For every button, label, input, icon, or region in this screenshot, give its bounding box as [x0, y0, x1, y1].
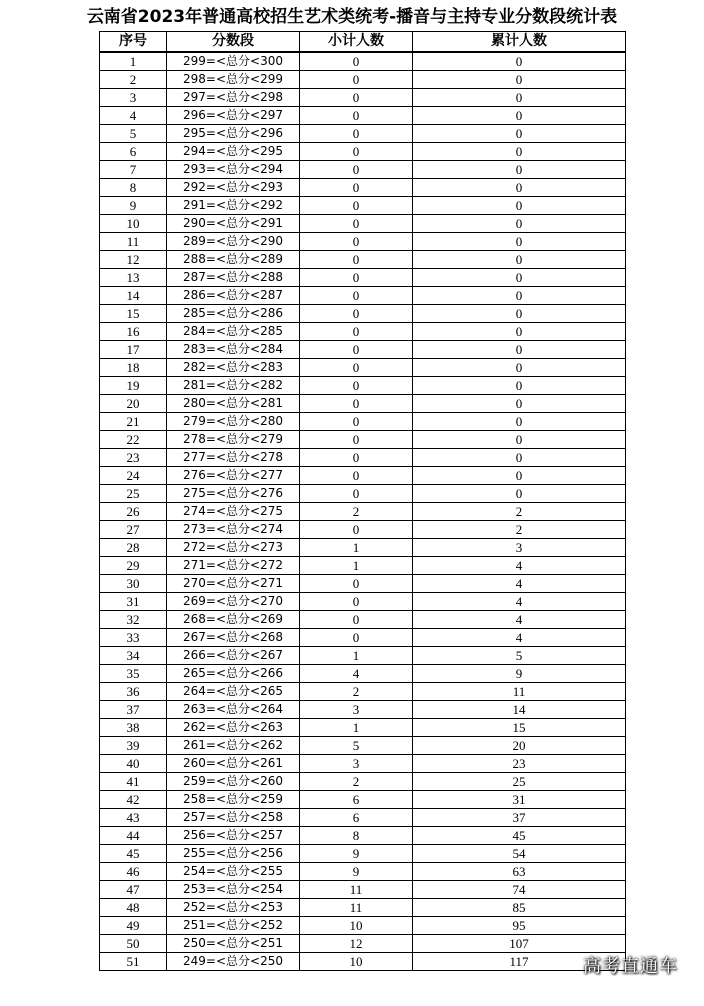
cell-index: 31 [100, 593, 167, 611]
cell-cumulative: 4 [413, 611, 626, 629]
cell-score-range: 289=<总分<290 [167, 233, 300, 251]
cell-index: 45 [100, 845, 167, 863]
cell-cumulative: 95 [413, 917, 626, 935]
cell-subtotal: 0 [300, 125, 413, 143]
table-row [100, 899, 626, 917]
cell-index: 25 [100, 485, 167, 503]
cell-score-range: 274=<总分<275 [167, 503, 300, 521]
cell-cumulative: 63 [413, 863, 626, 881]
cell-score-range: 283=<总分<284 [167, 341, 300, 359]
cell-subtotal: 4 [300, 665, 413, 683]
cell-subtotal: 1 [300, 539, 413, 557]
cell-cumulative: 45 [413, 827, 626, 845]
table-row [100, 323, 626, 341]
cell-subtotal: 0 [300, 52, 413, 71]
cell-subtotal: 0 [300, 323, 413, 341]
table-row [100, 809, 626, 827]
table-row [100, 539, 626, 557]
cell-subtotal: 0 [300, 107, 413, 125]
cell-cumulative: 54 [413, 845, 626, 863]
cell-cumulative: 23 [413, 755, 626, 773]
cell-score-range: 276=<总分<277 [167, 467, 300, 485]
cell-subtotal: 0 [300, 179, 413, 197]
cell-score-range: 285=<总分<286 [167, 305, 300, 323]
cell-score-range: 298=<总分<299 [167, 71, 300, 89]
cell-subtotal: 0 [300, 593, 413, 611]
cell-index: 29 [100, 557, 167, 575]
table-row [100, 251, 626, 269]
cell-subtotal: 0 [300, 575, 413, 593]
cell-index: 32 [100, 611, 167, 629]
cell-cumulative: 0 [413, 305, 626, 323]
cell-score-range: 272=<总分<273 [167, 539, 300, 557]
cell-score-range: 256=<总分<257 [167, 827, 300, 845]
cell-index: 21 [100, 413, 167, 431]
cell-score-range: 284=<总分<285 [167, 323, 300, 341]
cell-cumulative: 0 [413, 89, 626, 107]
score-distribution-table [99, 31, 626, 971]
table-header-row [100, 32, 626, 53]
cell-subtotal: 6 [300, 809, 413, 827]
table-row [100, 683, 626, 701]
cell-score-range: 264=<总分<265 [167, 683, 300, 701]
cell-cumulative: 0 [413, 161, 626, 179]
cell-subtotal: 0 [300, 485, 413, 503]
cell-cumulative: 85 [413, 899, 626, 917]
cell-subtotal: 0 [300, 629, 413, 647]
cell-index: 3 [100, 89, 167, 107]
cell-score-range: 279=<总分<280 [167, 413, 300, 431]
cell-score-range: 293=<总分<294 [167, 161, 300, 179]
table-row [100, 179, 626, 197]
header-cumulative: 累计人数 [413, 32, 626, 53]
cell-subtotal: 2 [300, 773, 413, 791]
cell-cumulative: 0 [413, 71, 626, 89]
cell-index: 11 [100, 233, 167, 251]
cell-index: 19 [100, 377, 167, 395]
cell-index: 2 [100, 71, 167, 89]
cell-score-range: 294=<总分<295 [167, 143, 300, 161]
table-row [100, 503, 626, 521]
table-row [100, 593, 626, 611]
cell-score-range: 280=<总分<281 [167, 395, 300, 413]
cell-cumulative: 0 [413, 125, 626, 143]
cell-subtotal: 0 [300, 611, 413, 629]
cell-index: 33 [100, 629, 167, 647]
header-score-range: 分数段 [167, 32, 300, 53]
cell-cumulative: 0 [413, 179, 626, 197]
header-index: 序号 [100, 32, 167, 53]
cell-cumulative: 0 [413, 467, 626, 485]
cell-cumulative: 25 [413, 773, 626, 791]
cell-index: 40 [100, 755, 167, 773]
table-row [100, 953, 626, 971]
cell-score-range: 262=<总分<263 [167, 719, 300, 737]
cell-index: 17 [100, 341, 167, 359]
cell-index: 7 [100, 161, 167, 179]
cell-score-range: 277=<总分<278 [167, 449, 300, 467]
cell-cumulative: 0 [413, 215, 626, 233]
cell-score-range: 249=<总分<250 [167, 953, 300, 971]
cell-subtotal: 0 [300, 305, 413, 323]
cell-subtotal: 1 [300, 719, 413, 737]
cell-cumulative: 0 [413, 485, 626, 503]
table-row [100, 827, 626, 845]
cell-index: 47 [100, 881, 167, 899]
cell-index: 48 [100, 899, 167, 917]
table-row [100, 52, 626, 71]
cell-index: 50 [100, 935, 167, 953]
cell-score-range: 253=<总分<254 [167, 881, 300, 899]
cell-cumulative: 0 [413, 233, 626, 251]
cell-score-range: 286=<总分<287 [167, 287, 300, 305]
cell-subtotal: 0 [300, 233, 413, 251]
cell-index: 27 [100, 521, 167, 539]
table-row [100, 629, 626, 647]
table-row [100, 161, 626, 179]
table-row [100, 755, 626, 773]
table-row [100, 305, 626, 323]
cell-score-range: 257=<总分<258 [167, 809, 300, 827]
table-row [100, 935, 626, 953]
cell-index: 51 [100, 953, 167, 971]
table-row [100, 701, 626, 719]
cell-score-range: 281=<总分<282 [167, 377, 300, 395]
cell-cumulative: 0 [413, 197, 626, 215]
table-row [100, 467, 626, 485]
cell-cumulative: 4 [413, 593, 626, 611]
cell-subtotal: 8 [300, 827, 413, 845]
table-row [100, 89, 626, 107]
cell-score-range: 291=<总分<292 [167, 197, 300, 215]
cell-index: 37 [100, 701, 167, 719]
cell-subtotal: 10 [300, 917, 413, 935]
cell-index: 46 [100, 863, 167, 881]
cell-subtotal: 0 [300, 143, 413, 161]
cell-subtotal: 5 [300, 737, 413, 755]
table-row [100, 485, 626, 503]
table-row [100, 557, 626, 575]
table-row [100, 413, 626, 431]
cell-subtotal: 0 [300, 251, 413, 269]
table-row [100, 197, 626, 215]
table-row [100, 431, 626, 449]
table-row [100, 917, 626, 935]
table-row [100, 71, 626, 89]
page-title: 云南省2023年普通高校招生艺术类统考-播音与主持专业分数段统计表 [86, 7, 618, 27]
cell-cumulative: 0 [413, 323, 626, 341]
cell-subtotal: 9 [300, 863, 413, 881]
cell-index: 15 [100, 305, 167, 323]
table-row [100, 791, 626, 809]
cell-score-range: 297=<总分<298 [167, 89, 300, 107]
cell-subtotal: 11 [300, 899, 413, 917]
cell-cumulative: 14 [413, 701, 626, 719]
cell-cumulative: 15 [413, 719, 626, 737]
cell-index: 6 [100, 143, 167, 161]
cell-index: 42 [100, 791, 167, 809]
cell-index: 14 [100, 287, 167, 305]
cell-subtotal: 0 [300, 215, 413, 233]
table-row [100, 125, 626, 143]
table-row [100, 233, 626, 251]
cell-cumulative: 0 [413, 377, 626, 395]
cell-cumulative: 0 [413, 269, 626, 287]
cell-score-range: 296=<总分<297 [167, 107, 300, 125]
table-row [100, 737, 626, 755]
cell-index: 8 [100, 179, 167, 197]
cell-index: 18 [100, 359, 167, 377]
cell-index: 5 [100, 125, 167, 143]
cell-subtotal: 1 [300, 647, 413, 665]
cell-subtotal: 0 [300, 467, 413, 485]
cell-subtotal: 0 [300, 431, 413, 449]
cell-cumulative: 0 [413, 107, 626, 125]
cell-subtotal: 0 [300, 449, 413, 467]
cell-cumulative: 107 [413, 935, 626, 953]
table-row [100, 215, 626, 233]
cell-index: 10 [100, 215, 167, 233]
cell-score-range: 292=<总分<293 [167, 179, 300, 197]
cell-index: 24 [100, 467, 167, 485]
cell-score-range: 265=<总分<266 [167, 665, 300, 683]
cell-cumulative: 0 [413, 449, 626, 467]
cell-subtotal: 0 [300, 197, 413, 215]
cell-subtotal: 12 [300, 935, 413, 953]
cell-score-range: 251=<总分<252 [167, 917, 300, 935]
cell-subtotal: 11 [300, 881, 413, 899]
cell-subtotal: 0 [300, 71, 413, 89]
cell-index: 23 [100, 449, 167, 467]
cell-subtotal: 0 [300, 269, 413, 287]
cell-cumulative: 5 [413, 647, 626, 665]
cell-subtotal: 0 [300, 287, 413, 305]
cell-score-range: 271=<总分<272 [167, 557, 300, 575]
cell-cumulative: 37 [413, 809, 626, 827]
cell-cumulative: 0 [413, 359, 626, 377]
cell-cumulative: 9 [413, 665, 626, 683]
cell-score-range: 260=<总分<261 [167, 755, 300, 773]
cell-cumulative: 4 [413, 575, 626, 593]
cell-subtotal: 10 [300, 953, 413, 971]
cell-index: 1 [100, 52, 167, 71]
cell-subtotal: 0 [300, 521, 413, 539]
cell-subtotal: 0 [300, 413, 413, 431]
cell-subtotal: 0 [300, 395, 413, 413]
table-row [100, 719, 626, 737]
cell-index: 4 [100, 107, 167, 125]
cell-score-range: 261=<总分<262 [167, 737, 300, 755]
cell-cumulative: 0 [413, 143, 626, 161]
cell-index: 22 [100, 431, 167, 449]
cell-index: 12 [100, 251, 167, 269]
cell-index: 9 [100, 197, 167, 215]
cell-cumulative: 0 [413, 287, 626, 305]
table-row [100, 647, 626, 665]
cell-cumulative: 4 [413, 557, 626, 575]
cell-subtotal: 0 [300, 161, 413, 179]
cell-subtotal: 3 [300, 701, 413, 719]
cell-cumulative: 11 [413, 683, 626, 701]
cell-subtotal: 3 [300, 755, 413, 773]
cell-index: 49 [100, 917, 167, 935]
cell-subtotal: 0 [300, 359, 413, 377]
cell-cumulative: 117 [413, 953, 626, 971]
cell-score-range: 299=<总分<300 [167, 52, 300, 71]
cell-index: 26 [100, 503, 167, 521]
cell-index: 13 [100, 269, 167, 287]
cell-subtotal: 0 [300, 341, 413, 359]
table-row [100, 359, 626, 377]
cell-cumulative: 0 [413, 431, 626, 449]
table-row [100, 521, 626, 539]
cell-score-range: 252=<总分<253 [167, 899, 300, 917]
cell-score-range: 295=<总分<296 [167, 125, 300, 143]
cell-subtotal: 0 [300, 377, 413, 395]
cell-score-range: 268=<总分<269 [167, 611, 300, 629]
cell-score-range: 254=<总分<255 [167, 863, 300, 881]
cell-score-range: 258=<总分<259 [167, 791, 300, 809]
cell-score-range: 282=<总分<283 [167, 359, 300, 377]
cell-cumulative: 31 [413, 791, 626, 809]
watermark-text: 高考直通车 [583, 956, 678, 977]
cell-index: 41 [100, 773, 167, 791]
table-row [100, 341, 626, 359]
cell-cumulative: 3 [413, 539, 626, 557]
cell-cumulative: 4 [413, 629, 626, 647]
cell-cumulative: 0 [413, 251, 626, 269]
table-row [100, 269, 626, 287]
cell-index: 16 [100, 323, 167, 341]
cell-index: 43 [100, 809, 167, 827]
cell-score-range: 255=<总分<256 [167, 845, 300, 863]
cell-score-range: 267=<总分<268 [167, 629, 300, 647]
cell-score-range: 290=<总分<291 [167, 215, 300, 233]
table-row [100, 143, 626, 161]
table-row [100, 611, 626, 629]
cell-score-range: 278=<总分<279 [167, 431, 300, 449]
table-row [100, 575, 626, 593]
table-row [100, 395, 626, 413]
cell-index: 34 [100, 647, 167, 665]
cell-score-range: 288=<总分<289 [167, 251, 300, 269]
cell-index: 20 [100, 395, 167, 413]
cell-cumulative: 0 [413, 341, 626, 359]
header-subtotal: 小计人数 [300, 32, 413, 53]
cell-index: 36 [100, 683, 167, 701]
cell-cumulative: 2 [413, 521, 626, 539]
cell-cumulative: 20 [413, 737, 626, 755]
table-row [100, 881, 626, 899]
cell-subtotal: 2 [300, 683, 413, 701]
cell-score-range: 273=<总分<274 [167, 521, 300, 539]
cell-cumulative: 0 [413, 413, 626, 431]
cell-cumulative: 0 [413, 395, 626, 413]
cell-index: 35 [100, 665, 167, 683]
cell-cumulative: 74 [413, 881, 626, 899]
table-row [100, 665, 626, 683]
cell-index: 28 [100, 539, 167, 557]
table-row [100, 377, 626, 395]
cell-index: 44 [100, 827, 167, 845]
table-row [100, 107, 626, 125]
table-row [100, 287, 626, 305]
cell-subtotal: 9 [300, 845, 413, 863]
cell-score-range: 269=<总分<270 [167, 593, 300, 611]
table-row [100, 845, 626, 863]
table-row [100, 449, 626, 467]
cell-cumulative: 2 [413, 503, 626, 521]
cell-score-range: 275=<总分<276 [167, 485, 300, 503]
cell-score-range: 266=<总分<267 [167, 647, 300, 665]
cell-score-range: 263=<总分<264 [167, 701, 300, 719]
cell-index: 30 [100, 575, 167, 593]
table-body [100, 52, 626, 971]
cell-score-range: 250=<总分<251 [167, 935, 300, 953]
cell-score-range: 259=<总分<260 [167, 773, 300, 791]
table-row [100, 773, 626, 791]
cell-index: 38 [100, 719, 167, 737]
cell-score-range: 270=<总分<271 [167, 575, 300, 593]
cell-subtotal: 6 [300, 791, 413, 809]
cell-index: 39 [100, 737, 167, 755]
cell-subtotal: 0 [300, 89, 413, 107]
cell-score-range: 287=<总分<288 [167, 269, 300, 287]
cell-cumulative: 0 [413, 52, 626, 71]
cell-subtotal: 1 [300, 557, 413, 575]
table-row [100, 863, 626, 881]
cell-subtotal: 2 [300, 503, 413, 521]
